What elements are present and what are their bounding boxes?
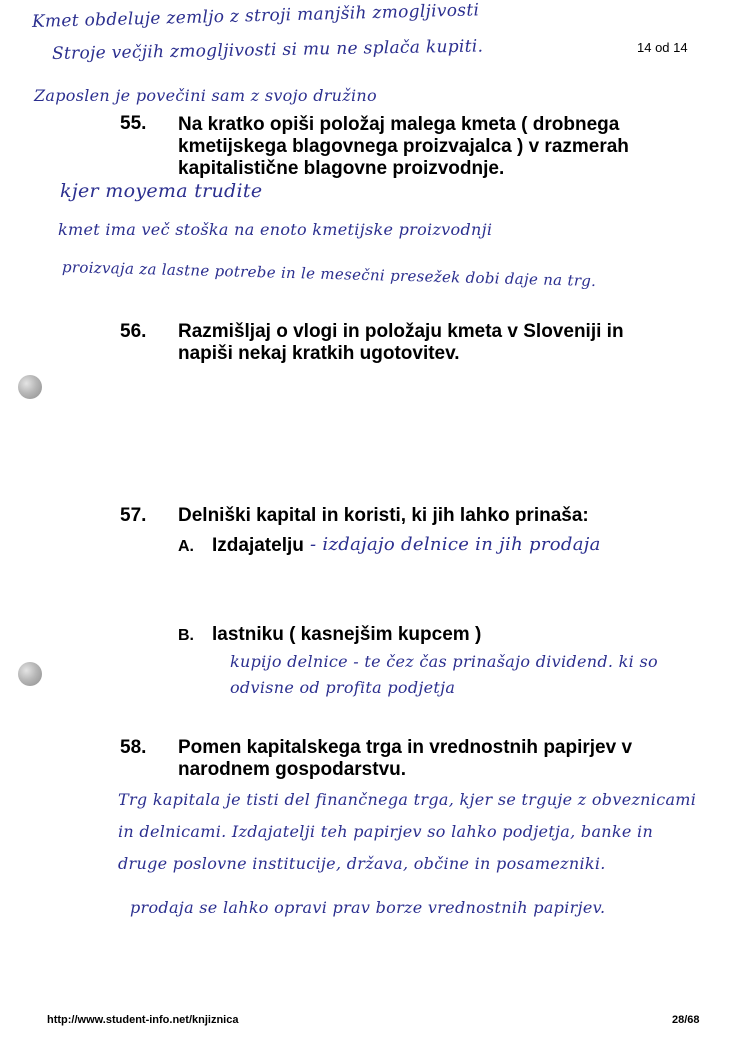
punch-hole (18, 375, 42, 399)
punch-hole (18, 662, 42, 686)
footer-page-number: 28/68 (672, 1014, 700, 1026)
handwritten-answer-line: druge poslovne institucije, država, občine in posamezniki. (118, 854, 606, 873)
handwritten-answer-line: proizvaja za lastne potrebe in le mesečni presežek dobi daje na trg. (61, 258, 597, 290)
handwritten-answer-line: - izdajajo delnice in jih prodaja (310, 534, 601, 555)
question-text-line: kapitalistične blagovne proizvodnje. (178, 158, 505, 179)
question-number: 57. (120, 505, 147, 526)
handwritten-answer-line: in delnicami. Izdajatelji teh papirjev so lahko podjetja, banke in (118, 822, 654, 841)
handwritten-note-line-2: Stroje večjih zmogljivosti si mu ne splača kupiti. (51, 36, 484, 64)
part-letter: B. (178, 627, 194, 644)
handwritten-answer-line: kjer moyema trudite (60, 180, 263, 202)
handwritten-answer-line: odvisne od profita podjetja (230, 678, 456, 697)
question-text-line: Na kratko opiši položaj malega kmeta ( drobnega (178, 114, 620, 135)
question-number: 55. (120, 113, 147, 134)
question-text (178, 737, 632, 781)
question-text-line: kmetijskega blagovnega proizvajalca ) v razmerah (178, 136, 629, 157)
question-text (178, 505, 589, 527)
question-text-line: Razmišljaj o vlogi in položaju kmeta v Sloveniji in (178, 321, 624, 342)
question-text-line: Pomen kapitalskega trga in vrednostnih papirjev v (178, 737, 633, 758)
question-text (178, 114, 629, 180)
handwritten-note-line-3: Zaposlen je povečini sam z svojo družino (34, 86, 377, 105)
question-text-line: Delniški kapital in koristi, ki jih lahko prinaša: (178, 505, 589, 526)
handwritten-note-line-1: Kmet obdeluje zemljo z stroji manjših zmogljivosti (31, 0, 480, 32)
question-text-line: narodnem gospodarstvu. (178, 759, 407, 780)
handwritten-answer-line: Trg kapitala je tisti del finančnega trga, kjer se trguje z obveznicami (118, 790, 697, 809)
handwritten-answer-line: kupijo delnice - te čez čas prinašajo dividend. ki so (230, 652, 658, 671)
question-text-line: napiši nekaj kratkih ugotovitev. (178, 343, 460, 364)
part-label: lastniku ( kasnejšim kupcem ) (212, 624, 482, 645)
handwritten-answer-line: prodaja se lahko opravi prav borze vrednostnih papirjev. (130, 898, 606, 917)
part-letter: A. (178, 538, 194, 555)
handwritten-answer-line: kmet ima več stoška na enoto kmetijske proizvodnji (58, 220, 493, 239)
question-number: 58. (120, 737, 147, 758)
question-text (178, 321, 624, 365)
question-number: 56. (120, 321, 147, 342)
footer-url: http://www.student-info.net/knjiznica (47, 1014, 239, 1026)
part-label: Izdajatelju (212, 535, 304, 556)
page-counter: 14 od 14 (637, 40, 688, 55)
